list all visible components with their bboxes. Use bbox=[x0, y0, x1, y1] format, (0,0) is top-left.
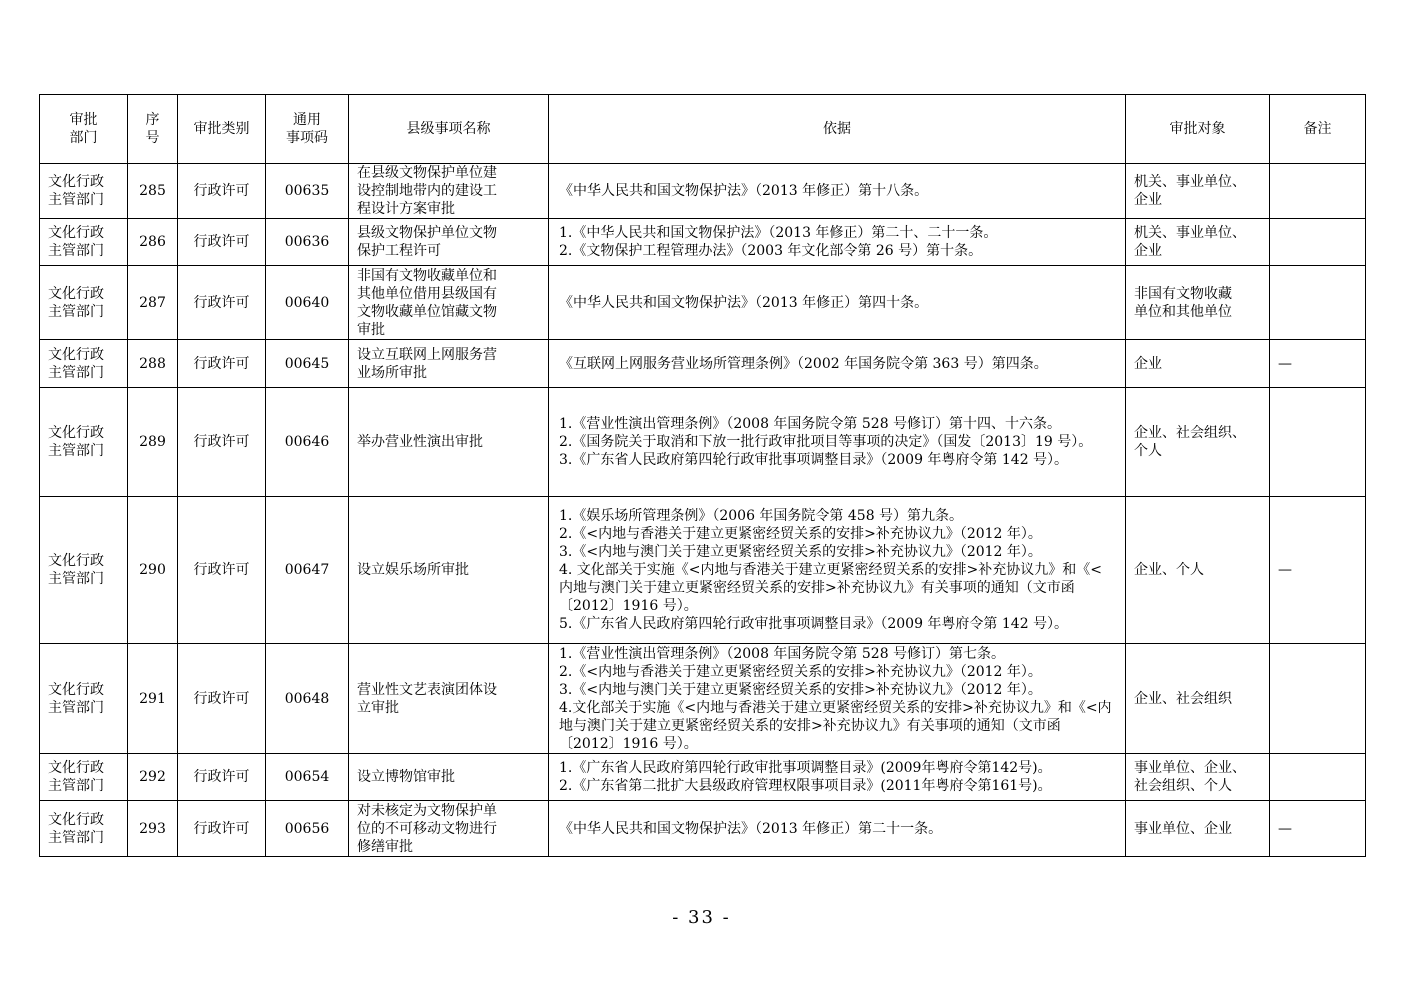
basis-cell bbox=[549, 644, 1126, 754]
basis-cell bbox=[549, 388, 1126, 497]
basis-cell bbox=[549, 754, 1126, 801]
target-cell: 企业、社会组织、 个人 bbox=[1126, 388, 1270, 497]
basis-line: 《中华人民共和国文物保护法》（2013 年修正）第四十条。 bbox=[559, 294, 929, 311]
no-cell: 285 bbox=[128, 164, 178, 219]
basis-line: 2.《文物保护工程管理办法》（2003 年文化部令第 26 号）第十条。 bbox=[559, 243, 983, 259]
basis-line: 1.《娱乐场所管理条例》（2006 年国务院令第 458 号）第九条。 bbox=[559, 508, 964, 524]
header-target-label: 审批对象 bbox=[1169, 121, 1226, 137]
header-no-label: 序 号 bbox=[145, 112, 160, 146]
basis-line: 2.《国务院关于取消和下放一批行政审批项目等事项的决定》（国发〔2013〕19 号）。 bbox=[559, 434, 1093, 450]
code-cell: 00645 bbox=[266, 340, 349, 388]
target-cell: 企业 bbox=[1126, 340, 1270, 388]
target-cell: 机关、事业单位、 企业 bbox=[1126, 219, 1270, 266]
no-cell: 288 bbox=[128, 340, 178, 388]
basis-cell bbox=[549, 801, 1126, 857]
target-cell: 企业、社会组织 bbox=[1126, 644, 1270, 754]
page-number: - 33 - bbox=[672, 907, 731, 928]
header-dept-label: 审批 部门 bbox=[69, 112, 98, 146]
basis-line: 《中华人民共和国文物保护法》（2013 年修正）第二十一条。 bbox=[559, 820, 943, 837]
dept-cell: 文化行政 主管部门 bbox=[40, 497, 128, 644]
header-code bbox=[266, 95, 349, 164]
dept-cell: 文化行政 主管部门 bbox=[40, 801, 128, 857]
item-name-cell: 设立娱乐场所审批 bbox=[349, 497, 549, 644]
category-cell: 行政许可 bbox=[178, 754, 266, 801]
dept-cell: 文化行政 主管部门 bbox=[40, 219, 128, 266]
basis-line: 3.《广东省人民政府第四轮行政审批事项调整目录》（2009 年粤府令第 142 号）。 bbox=[559, 452, 1069, 468]
basis-line: 4.文化部关于实施《<内地与香港关于建立更紧密经贸关系的安排>补充协议九》和《<内地与澳门关于建立更紧密经贸关系的安排>补充协议九》有关事项的通知（文市函〔2012〕1916 号）。 bbox=[559, 699, 1112, 752]
header-dept bbox=[40, 95, 128, 164]
no-cell: 289 bbox=[128, 388, 178, 497]
dept-cell: 文化行政 主管部门 bbox=[40, 164, 128, 219]
no-cell: 287 bbox=[128, 266, 178, 340]
item-name-cell: 设立博物馆审批 bbox=[349, 754, 549, 801]
header-category bbox=[178, 95, 266, 164]
basis-line: 5.《广东省人民政府第四轮行政审批事项调整目录》（2009 年粤府令第 142 号）。 bbox=[559, 616, 1069, 632]
note-cell bbox=[1270, 754, 1366, 801]
table-row bbox=[40, 644, 1366, 754]
basis-cell bbox=[549, 266, 1126, 340]
basis-line: 1.《中华人民共和国文物保护法》（2013 年修正）第二十、二十一条。 bbox=[559, 225, 998, 241]
basis-line: 2.《广东省第二批扩大县级政府管理权限事项目录》(2011年粤府令第161号)。 bbox=[559, 778, 1052, 794]
note-cell bbox=[1270, 219, 1366, 266]
table-row bbox=[40, 497, 1366, 644]
item-name-cell: 非国有文物收藏单位和 其他单位借用县级国有 文物收藏单位馆藏文物 审批 bbox=[349, 266, 549, 340]
basis-cell bbox=[549, 164, 1126, 219]
header-note bbox=[1270, 95, 1366, 164]
basis-line: 4. 文化部关于实施《<内地与香港关于建立更紧密经贸关系的安排>补充协议九》和《<内地与澳门关于建立更紧密经贸关系的安排>补充协议九》有关事项的通知（文市函〔2012〕1916 号）。 bbox=[559, 562, 1102, 614]
no-cell: 292 bbox=[128, 754, 178, 801]
note-cell: — bbox=[1270, 497, 1366, 644]
dept-cell: 文化行政 主管部门 bbox=[40, 340, 128, 388]
basis-line: 《互联网上网服务营业场所管理条例》（2002 年国务院令第 363 号）第四条。 bbox=[559, 355, 1048, 372]
code-cell: 00636 bbox=[266, 219, 349, 266]
target-cell: 企业、个人 bbox=[1126, 497, 1270, 644]
code-cell: 00656 bbox=[266, 801, 349, 857]
header-code-label: 通用 事项码 bbox=[286, 112, 328, 146]
item-name-cell: 县级文物保护单位文物 保护工程许可 bbox=[349, 219, 549, 266]
code-cell: 00646 bbox=[266, 388, 349, 497]
approval-items-table bbox=[39, 94, 1366, 857]
table-row bbox=[40, 754, 1366, 801]
header-note-label: 备注 bbox=[1303, 121, 1332, 137]
basis-line: 3.《<内地与澳门关于建立更紧密经贸关系的安排>补充协议九》（2012 年）。 bbox=[559, 681, 1042, 698]
item-name-cell: 设立互联网上网服务营 业场所审批 bbox=[349, 340, 549, 388]
header-category-label: 审批类别 bbox=[193, 121, 250, 137]
note-cell bbox=[1270, 266, 1366, 340]
target-cell: 事业单位、企业、 社会组织、个人 bbox=[1126, 754, 1270, 801]
basis-line: 1.《广东省人民政府第四轮行政审批事项调整目录》(2009年粤府令第142号)。 bbox=[559, 760, 1052, 776]
note-cell: — bbox=[1270, 801, 1366, 857]
basis-cell bbox=[549, 340, 1126, 388]
target-cell: 事业单位、企业 bbox=[1126, 801, 1270, 857]
category-cell: 行政许可 bbox=[178, 497, 266, 644]
basis-cell bbox=[549, 219, 1126, 266]
code-cell: 00635 bbox=[266, 164, 349, 219]
table-row bbox=[40, 164, 1366, 219]
table-row bbox=[40, 219, 1366, 266]
item-name-cell: 举办营业性演出审批 bbox=[349, 388, 549, 497]
code-cell: 00640 bbox=[266, 266, 349, 340]
table-row bbox=[40, 801, 1366, 857]
basis-line: 《中华人民共和国文物保护法》（2013 年修正）第十八条。 bbox=[559, 183, 929, 199]
note-cell bbox=[1270, 164, 1366, 219]
item-name-cell: 营业性文艺表演团体设 立审批 bbox=[349, 644, 549, 754]
dept-cell: 文化行政 主管部门 bbox=[40, 644, 128, 754]
dept-cell: 文化行政 主管部门 bbox=[40, 266, 128, 340]
header-basis-label: 依据 bbox=[823, 121, 851, 137]
item-name-cell: 在县级文物保护单位建 设控制地带内的建设工 程设计方案审批 bbox=[349, 164, 549, 219]
category-cell: 行政许可 bbox=[178, 164, 266, 219]
basis-line: 1.《营业性演出管理条例》（2008 年国务院令第 528 号修订）第七条。 bbox=[559, 645, 1006, 662]
note-cell: — bbox=[1270, 340, 1366, 388]
table-row bbox=[40, 388, 1366, 497]
dept-cell: 文化行政 主管部门 bbox=[40, 754, 128, 801]
item-name-cell: 对未核定为文物保护单 位的不可移动文物进行 修缮审批 bbox=[349, 801, 549, 857]
header-target bbox=[1126, 95, 1270, 164]
basis-line: 2.《<内地与香港关于建立更紧密经贸关系的安排>补充协议九》（2012 年）。 bbox=[559, 663, 1042, 680]
header-basis bbox=[549, 95, 1126, 164]
note-cell bbox=[1270, 644, 1366, 754]
category-cell: 行政许可 bbox=[178, 219, 266, 266]
target-cell: 机关、事业单位、 企业 bbox=[1126, 164, 1270, 219]
no-cell: 290 bbox=[128, 497, 178, 644]
basis-line: 3.《<内地与澳门关于建立更紧密经贸关系的安排>补充协议九》（2012 年）。 bbox=[559, 544, 1042, 560]
category-cell: 行政许可 bbox=[178, 644, 266, 754]
target-cell: 非国有文物收藏 单位和其他单位 bbox=[1126, 266, 1270, 340]
basis-cell bbox=[549, 497, 1126, 644]
category-cell: 行政许可 bbox=[178, 266, 266, 340]
code-cell: 00648 bbox=[266, 644, 349, 754]
no-cell: 291 bbox=[128, 644, 178, 754]
category-cell: 行政许可 bbox=[178, 801, 266, 857]
table-row bbox=[40, 266, 1366, 340]
category-cell: 行政许可 bbox=[178, 388, 266, 497]
table-header-row bbox=[40, 95, 1366, 164]
code-cell: 00654 bbox=[266, 754, 349, 801]
table-body bbox=[40, 164, 1366, 857]
basis-line: 1.《营业性演出管理条例》（2008 年国务院令第 528 号修订）第十四、十六条。 bbox=[559, 416, 1062, 432]
code-cell: 00647 bbox=[266, 497, 349, 644]
no-cell: 293 bbox=[128, 801, 178, 857]
header-no bbox=[128, 95, 178, 164]
note-cell bbox=[1270, 388, 1366, 497]
category-cell: 行政许可 bbox=[178, 340, 266, 388]
table-row bbox=[40, 340, 1366, 388]
dept-cell: 文化行政 主管部门 bbox=[40, 388, 128, 497]
header-item-name bbox=[349, 95, 549, 164]
no-cell: 286 bbox=[128, 219, 178, 266]
basis-line: 2.《<内地与香港关于建立更紧密经贸关系的安排>补充协议九》（2012 年）。 bbox=[559, 526, 1042, 542]
header-item-name-label: 县级事项名称 bbox=[406, 121, 491, 137]
